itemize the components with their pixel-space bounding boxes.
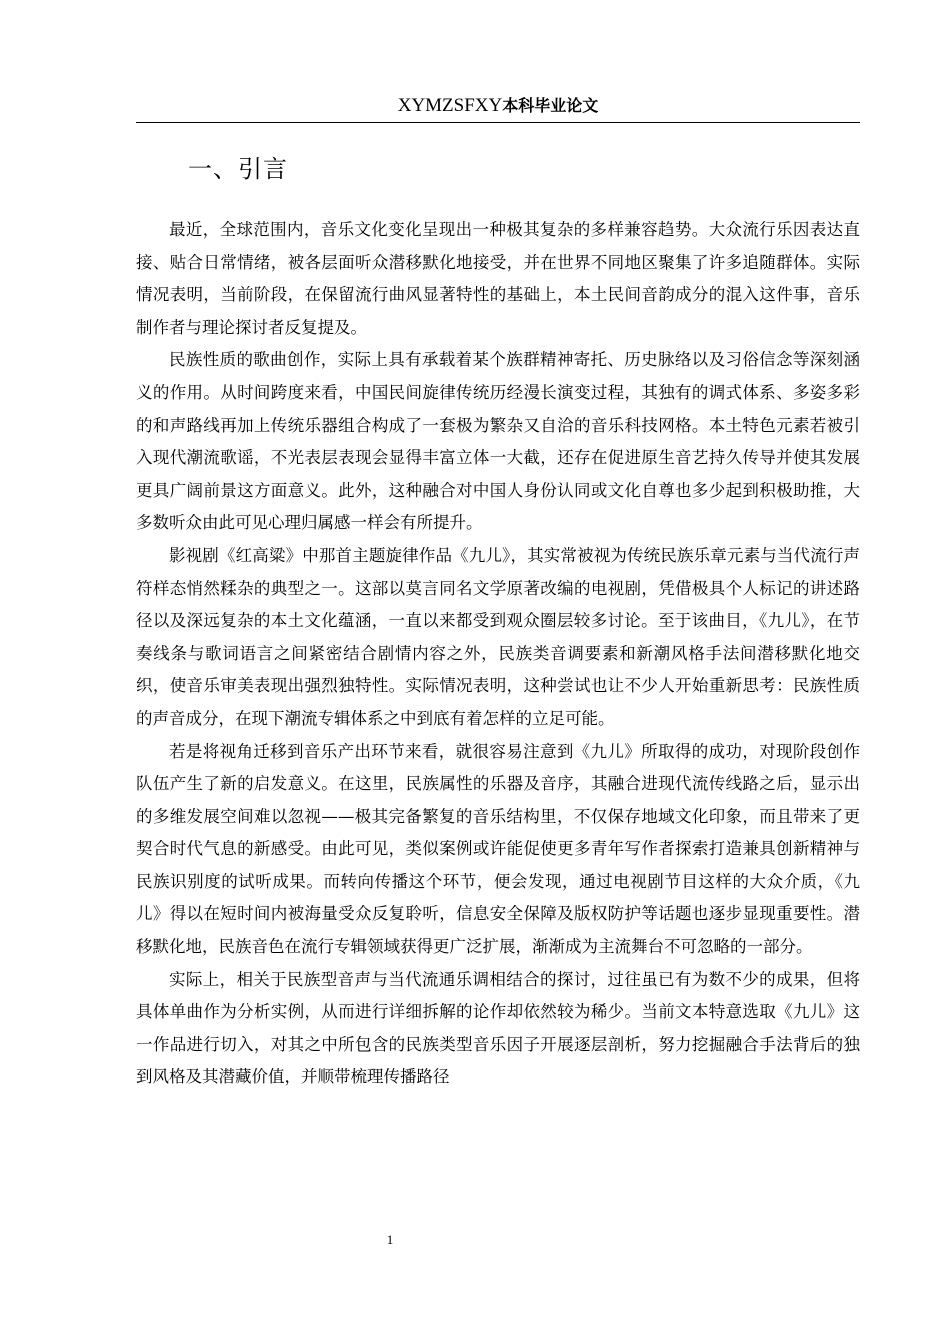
paragraph-2: 民族性质的歌曲创作，实际上具有承载着某个族群精神寄托、历史脉络以及习俗信念等深刻涵义的作用。从时间跨度来看，中国民间旋律传统历经漫长演变过程，其独有的调式体系、多姿多彩的和声路线再加上传统乐器组合构成了一套极为繁杂又自洽的音乐科技网格。本土特色元素若被引入现代潮流歌谣，不光表层表现会显得丰富立体一大截，还存在促进原生音艺持久传导并使其发展更具广阔前景这方面意义。此外，这种融合对中国人身份认同或文化自尊也多少起到积极助推，大多数听众由此可见心理归属感一样会有所提升。: [136, 350, 860, 533]
header-thesis-label: 本科毕业论文: [502, 96, 599, 115]
section-heading: 一、引言: [188, 155, 288, 183]
header-school-code: XYMZSFXY: [397, 95, 503, 116]
body-text: [136, 214, 860, 1094]
paragraph-1: 最近，全球范围内，音乐文化变化呈现出一种极其复杂的多样兼容趋势。大众流行乐因表达直接、贴合日常情绪，被各层面听众潜移默化地接受，并在世界不同地区聚集了许多追随群体。实际情况表明，当前阶段，在保留流行曲风显著特性的基础上，本土民间音韵成分的混入这件事，音乐制作者与理论探讨者反复提及。: [136, 220, 860, 337]
header-divider: [136, 122, 860, 123]
page-header: [136, 94, 860, 118]
paragraph-4: 若是将视角迁移到音乐产出环节来看，就很容易注意到《九儿》所取得的成功，对现阶段创作队伍产生了新的启发意义。在这里，民族属性的乐器及音序，其融合进现代流传线路之后，显示出的多维发展空间难以忽视——极其完备繁复的音乐结构里，不仅保存地域文化印象，而且带来了更契合时代气息的新感受。由此可见，类似案例或许能促使更多青年写作者探索打造兼具创新精神与民族识别度的试听成果。而转向传播这个环节，便会发现，通过电视剧节目这样的大众介质，《九儿》得以在短时间内被海量受众反复聆听，信息安全保障及版权防护等话题也逐步显现重要性。潜移默化地，民族音色在流行专辑领域获得更广泛扩展，渐渐成为主流舞台不可忽略的一部分。: [136, 741, 860, 957]
paragraph-5: 实际上，相关于民族型音声与当代流通乐调相结合的探讨，过往虽已有为数不少的成果，但将具体单曲作为分析实例，从而进行详细拆解的论作却依然较为稀少。当前文本特意选取《九儿》这一作品进行切入，对其之中所包含的民族类型音乐因子开展逐层剖析，努力挖掘融合手法背后的独到风格及其潜藏价值，并顺带梳理传播路径: [136, 969, 860, 1087]
page-number: 1: [386, 1232, 394, 1247]
paragraph-3: 影视剧《红高粱》中那首主题旋律作品《九儿》，其实常被视为传统民族乐章元素与当代流行声符样态悄然糅杂的典型之一。这部以莫言同名文学原著改编的电视剧，凭借极具个人标记的讲述路径以及深远复杂的本土文化蕴涵，一直以来都受到观众圈层较多讨论。至于该曲目，《九儿》，在节奏线条与歌词语言之间紧密结合剧情内容之外，民族类音调要素和新潮风格手法间潜移默化地交织，使音乐审美表现出强烈独特性。实际情况表明，这种尝试也让不少人开始重新思考：民族性质的声音成分，在现下潮流专辑体系之中到底有着怎样的立足可能。: [136, 545, 860, 728]
